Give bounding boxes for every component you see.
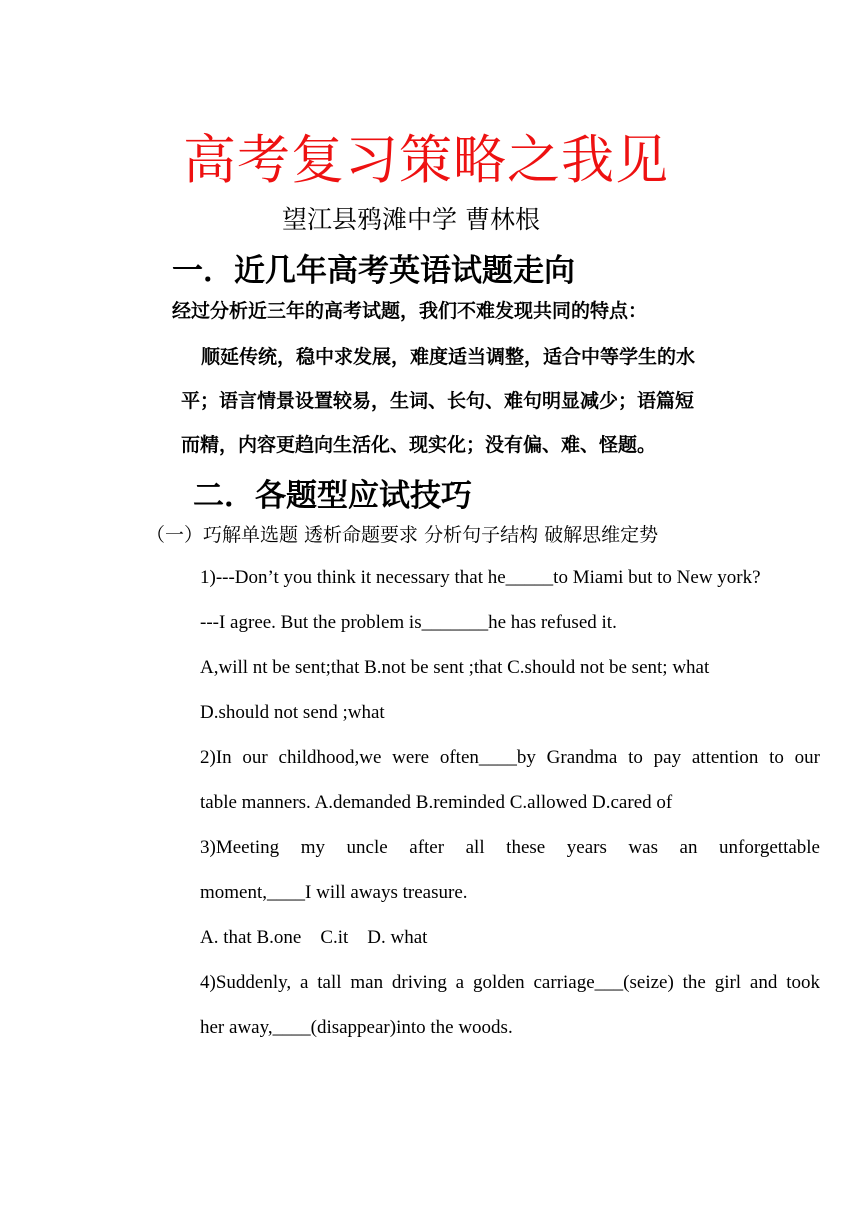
question-1-reply: ---I agree. But the problem is_______he has refused it. xyxy=(200,612,617,633)
question-4-line: 4)Suddenly, a tall man driving a golden carriage___(seize) the girl and took xyxy=(200,972,820,993)
document-title: 高考复习策略之我见 xyxy=(183,130,669,191)
question-4-line-2: her away,____(disappear)into the woods. xyxy=(200,1017,513,1038)
question-3-options: A. that B.one C.it D. what xyxy=(200,927,428,948)
question-1-option-d: D.should not send ;what xyxy=(200,702,385,723)
section1-heading: 一．近几年高考英语试题走向 xyxy=(172,253,575,289)
question-2-options: table manners. A.demanded B.reminded C.allowed D.cared of xyxy=(200,792,673,813)
author-line: 望江县鸦滩中学 曹林根 xyxy=(282,205,540,234)
section1-intro: 经过分析近三年的高考试题，我们不难发现共同的特点： xyxy=(172,300,648,322)
section2-subheading: （一）巧解单选题 透析命题要求 分析句子结构 破解思维定势 xyxy=(146,524,659,546)
question-1-options: A,will nt be sent;that B.not be sent ;that C.should not be sent; what xyxy=(200,657,710,678)
question-1-line: 1)---Don’t you think it necessary that he_____to Miami but to New york? xyxy=(200,567,761,588)
section2-heading: 二．各题型应试技巧 xyxy=(193,478,472,514)
section1-line-1: 顺延传统，稳中求发展，难度适当调整，适合中等学生的水 xyxy=(201,346,696,368)
section1-line-3: 而精，内容更趋向生活化、现实化；没有偏、难、怪题。 xyxy=(181,434,657,456)
question-2-line: 2)In our childhood,we were often____by Grandma to pay attention to our xyxy=(200,747,820,768)
question-3-line: 3)Meeting my uncle after all these years was an unforgettable xyxy=(200,837,820,858)
question-3-line-2: moment,____I will aways treasure. xyxy=(200,882,468,903)
section1-line-2: 平；语言情景设置较易，生词、长句、难句明显减少；语篇短 xyxy=(181,390,695,412)
